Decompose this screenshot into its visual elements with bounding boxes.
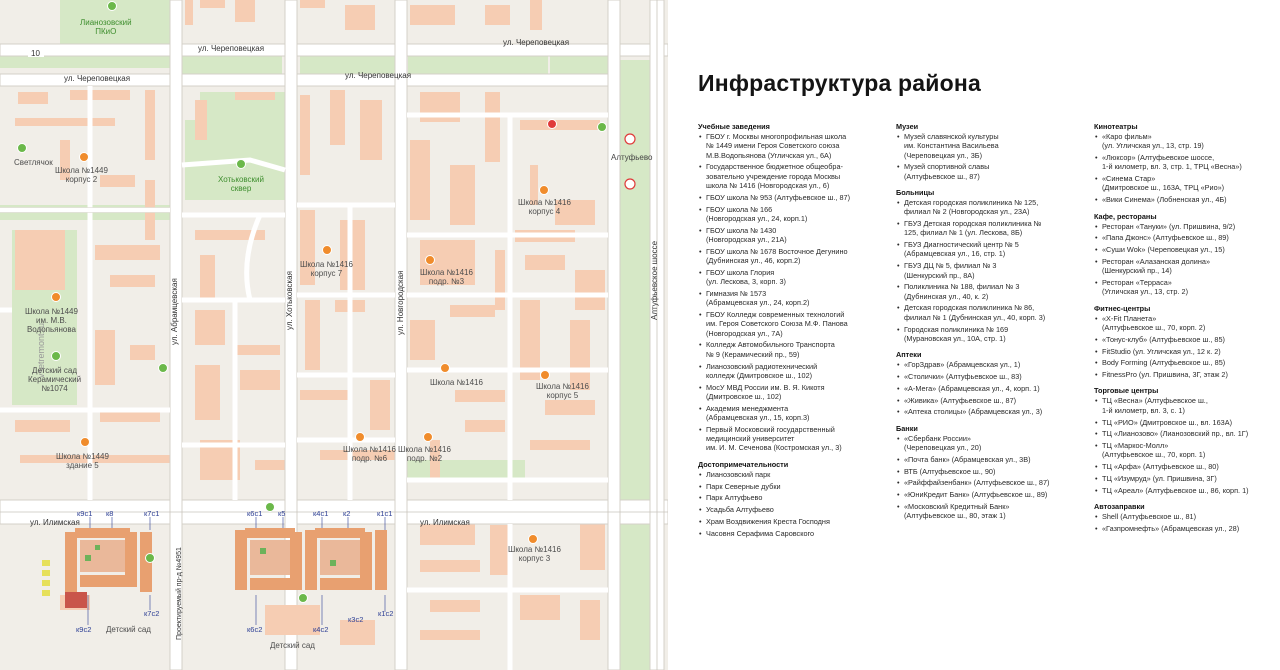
section-fitness — [1094, 304, 1279, 380]
section-title: Больницы — [896, 187, 935, 197]
list-item-line: • ТЦ «РИО» (Дмитровское ш., вл. 163А) — [1102, 417, 1233, 427]
place-label: Хотьковский сквер — [218, 175, 264, 193]
list-item-line: 1-й километр, вл. 3, стр. 1, ТРЦ «Весна») — [1102, 162, 1242, 172]
place-label: Детский сад — [270, 641, 315, 650]
street-label: ул. Илимская — [420, 518, 470, 527]
section-list — [896, 434, 1086, 521]
list-item-line: • ТЦ «Изумруд» (ул. Пришвина, 3Г) — [1102, 474, 1217, 484]
list-item-line: • FitnessPro (ул. Пришвина, 3Г, этаж 2) — [1102, 370, 1228, 380]
list-item — [896, 490, 1086, 499]
list-item — [896, 219, 1086, 238]
list-item — [896, 384, 1086, 393]
list-item-line: (Шенкурский пр., 8А) — [904, 270, 975, 280]
list-item-line: 125, филиал № 1 (ул. Лескова, 8Б) — [904, 228, 1023, 238]
place-label: Школа №1416 корпус 5 — [536, 382, 589, 400]
list-item-line: (Дубнинская ул., 46, корп.2) — [706, 256, 801, 266]
list-item — [698, 340, 888, 359]
list-item — [896, 132, 1086, 160]
section-title: Торговые центры — [1094, 386, 1159, 396]
section-pharmacies — [896, 350, 1086, 416]
section-list — [896, 360, 1086, 416]
list-item — [896, 407, 1086, 416]
infrastructure-panel — [668, 0, 1280, 670]
list-item-line: • «Почта банк» (Абрамцевская ул., 3В) — [904, 454, 1031, 464]
list-item-line: • ГБУЗ Диагностический центр № 5 — [904, 240, 1019, 250]
kindergarten-marker-icon[interactable] — [299, 594, 308, 603]
place-marker-icon[interactable] — [598, 123, 607, 132]
list-item-line: • Гимназия № 1573 — [706, 288, 767, 298]
place-marker-icon[interactable] — [159, 364, 168, 373]
watermark: vsetremont.ru — [36, 322, 46, 378]
list-item — [1094, 418, 1279, 427]
list-item-line: • ГБОУ школа № 1430 — [706, 225, 777, 235]
street-label: ул. Череповецкая — [503, 38, 570, 47]
list-item-line: • «Сбербанк России» — [904, 433, 971, 443]
list-item — [896, 434, 1086, 453]
list-item-line: • Часовня Серафима Саровского — [706, 528, 815, 538]
list-item — [896, 478, 1086, 487]
list-item — [698, 226, 888, 245]
park-marker-icon[interactable] — [237, 160, 246, 169]
section-banks — [896, 424, 1086, 521]
list-item — [1094, 257, 1279, 276]
list-item-line: • ТЦ «Маркос-Молл» — [1102, 441, 1169, 451]
list-item-line: (Череповецкая ул., 20) — [904, 442, 982, 452]
list-item-line: (Новгородская ул., 7А) — [706, 328, 783, 338]
street-label: Алтуфьевское шоссе — [650, 240, 659, 320]
list-item-line: • Body Forming (Алтуфьевское ш., 85) — [1102, 358, 1226, 368]
list-item-line: зовательно учреждение города Москвы — [706, 171, 841, 181]
list-item — [896, 372, 1086, 381]
list-item-line: М.В.Водопьянова (Угличская ул., 6А) — [706, 150, 832, 160]
school-marker-icon[interactable] — [541, 371, 550, 380]
place-label: Школа №1449 корпус 2 — [55, 166, 108, 184]
building-label: к4с1 — [313, 509, 329, 518]
list-item — [698, 205, 888, 224]
list-item — [1094, 195, 1279, 204]
building-label: к9с1 — [77, 509, 93, 518]
list-item — [896, 303, 1086, 322]
list-item-line: • ГБОУ школа № 166 — [706, 204, 773, 214]
list-item-line: • Храм Воздвижения Креста Господня — [706, 516, 830, 526]
school-marker-icon[interactable] — [424, 433, 433, 442]
list-item-line: • Лианозовский парк — [706, 469, 771, 479]
section-list — [1094, 314, 1279, 380]
list-item-line: • ТЦ «Лианозово» (Лианозовский пр., вл. 1Г) — [1102, 429, 1249, 439]
list-item-line: • ТЦ «Арфа» (Алтуфьевское ш., 80) — [1102, 462, 1219, 472]
list-item — [1094, 512, 1279, 521]
list-item-line: • «Тонус-клуб» (Алтуфьевское ш., 85) — [1102, 334, 1225, 344]
building-label: к2 — [343, 509, 351, 518]
list-item-line: • ГБОУ школа № 1678 Восточное Дегунино — [706, 246, 848, 256]
list-item — [1094, 474, 1279, 483]
list-item-line: • «ЮниКредит Банк» (Алтуфьевское ш., 89) — [904, 490, 1048, 500]
list-item — [896, 282, 1086, 301]
school-marker-icon[interactable] — [529, 535, 538, 544]
road-number-badge: 10 — [31, 49, 40, 58]
list-item-line: • «Суши Wok» (Череповецкая ул., 15) — [1102, 245, 1225, 255]
place-label: Детский сад Керамический №1074 — [28, 366, 82, 393]
school-marker-icon[interactable] — [441, 364, 450, 373]
list-item — [896, 325, 1086, 344]
list-item-line: • Ресторан «Терраса» — [1102, 278, 1172, 288]
list-item-line: № 9 (Керамический пр., 59) — [706, 349, 800, 359]
list-item — [1094, 233, 1279, 242]
list-item-line: (Алтуфьевское ш., 87) — [904, 171, 980, 181]
place-label: Школа №1416 корпус 7 — [300, 260, 353, 278]
list-item-line: • «X-Fit Планета» — [1102, 313, 1157, 323]
section-malls — [1094, 386, 1279, 495]
list-item — [896, 360, 1086, 369]
list-item-line: • «Столички» (Алтуфьевское ш., 83) — [904, 371, 1022, 381]
list-item-line: • «Люксор» (Алтуфьевское шоссе, — [1102, 153, 1215, 163]
list-item-line: • Государственное бюджетное общеобра- — [706, 162, 843, 172]
building-label: к4с2 — [313, 625, 329, 634]
list-item-line: • ТЦ «Весна» (Алтуфьевское ш., — [1102, 396, 1208, 406]
list-item — [896, 467, 1086, 476]
list-item — [1094, 222, 1279, 231]
list-item-line: • Городская поликлиника № 169 — [904, 324, 1009, 334]
list-item-line: • «Папа Джонс» (Алтуфьевское ш., 89) — [1102, 233, 1229, 243]
building-label: к6с2 — [247, 625, 263, 634]
section-title: Банки — [896, 423, 918, 433]
place-label: Светлячок — [14, 158, 53, 167]
school-marker-icon[interactable] — [426, 256, 435, 265]
list-item — [698, 310, 888, 338]
list-item — [1094, 441, 1279, 460]
list-item-line: • ГБУЗ ДЦ № 5, филиал № 3 — [904, 261, 997, 271]
section-museums — [896, 122, 1086, 181]
list-item — [1094, 153, 1279, 172]
list-item — [698, 470, 888, 479]
school-marker-icon[interactable] — [52, 293, 61, 302]
building-label: к7с2 — [144, 609, 160, 618]
list-item — [1094, 429, 1279, 438]
list-item-line: № 1449 имени Героя Советского союза — [706, 141, 840, 151]
place-label: Школа №1416 подр. №3 — [420, 268, 473, 286]
section-list — [698, 132, 888, 453]
section-list — [1094, 396, 1279, 495]
list-item-line: колледж (Дмитровское ш., 102) — [706, 370, 813, 380]
list-item — [896, 502, 1086, 521]
list-item-line: (Алтуфьевское ш., 70, корп. 1) — [1102, 450, 1206, 460]
list-item — [1094, 524, 1279, 533]
building-label: к6с1 — [247, 509, 263, 518]
list-item — [698, 193, 888, 202]
section-title: Кинотеатры — [1094, 122, 1138, 131]
metro-marker-icon[interactable] — [548, 120, 557, 129]
list-item-line: • Shell (Алтуфьевское ш., 81) — [1102, 512, 1197, 522]
street-label: ул. Череповецкая — [345, 71, 412, 80]
street-label: Проектируемый пр-д №4951 — [176, 547, 183, 640]
column-1 — [698, 122, 888, 540]
building-label: к5 — [278, 509, 286, 518]
list-item-line: • Академия менеджмента — [706, 403, 789, 413]
list-item-line: • «Аптека столицы» (Абрамцевская ул., 3) — [904, 407, 1043, 417]
list-item-line: (Мурановская ул., 10А, стр. 1) — [904, 333, 1006, 343]
building-label: к1с2 — [378, 609, 394, 618]
list-item-line: • Усадьба Алтуфьево — [706, 505, 774, 515]
list-item-line: • Поликлиника № 188, филиал № 3 — [904, 282, 1020, 292]
school-marker-icon[interactable] — [80, 153, 89, 162]
place-label: Школа №1416 подр. №6 — [343, 445, 396, 463]
list-item-line: школа № 1416 (Новгородская ул., 6) — [706, 180, 830, 190]
list-item — [1094, 396, 1279, 415]
list-item-line: им. И. М. Сеченова (Костромская ул., 3) — [706, 443, 842, 453]
list-item — [698, 362, 888, 381]
list-item-line: • Ресторан «Алазанская долина» — [1102, 256, 1211, 266]
section-title: Автозаправки — [1094, 502, 1145, 512]
building-label: к9с2 — [76, 625, 92, 634]
school-marker-icon[interactable] — [81, 438, 90, 447]
school-marker-icon[interactable] — [356, 433, 365, 442]
street-label: ул. Новгородская — [396, 270, 405, 335]
kindergarten-marker-icon[interactable] — [18, 144, 27, 153]
section-schools — [698, 122, 888, 453]
section-cafes — [1094, 212, 1279, 297]
list-item-line: • Музей славянской культуры — [904, 132, 999, 141]
list-item-line: • Первый Московский государственный — [706, 424, 835, 434]
kindergarten-marker-icon[interactable] — [52, 352, 61, 361]
list-item-line: 1-й километр, вл. 3, с. 1) — [1102, 405, 1185, 415]
section-sights — [698, 460, 888, 538]
section-list — [896, 198, 1086, 343]
list-item — [1094, 358, 1279, 367]
list-item-line: (Алтуфьевское ш., 80, этаж 1) — [904, 511, 1006, 521]
list-item-line: • Парк Алтуфьево — [706, 493, 763, 503]
list-item — [698, 289, 888, 308]
school-marker-icon[interactable] — [540, 186, 549, 195]
list-item-line: • Детская городская поликлиника № 125, — [904, 197, 1039, 207]
list-item-line: (Дубнинская ул., 40, к. 2) — [904, 291, 989, 301]
list-item — [1094, 462, 1279, 471]
section-list — [698, 470, 888, 538]
list-item — [896, 396, 1086, 405]
list-item-line: (Новгородская ул., 21А) — [706, 234, 787, 244]
column-3 — [1094, 122, 1279, 536]
list-item — [698, 482, 888, 491]
section-list — [1094, 222, 1279, 297]
list-item-line: • МосУ МВД России им. В. Я. Кикотя — [706, 382, 825, 392]
list-item — [698, 383, 888, 402]
list-item — [1094, 370, 1279, 379]
list-item-line: им. Героя Советского Союза М.Ф. Панова — [706, 319, 848, 329]
column-2 — [896, 122, 1086, 523]
list-item-line: (Абрамцевская ул., 15, корп.3) — [706, 413, 810, 423]
list-item-line: • ГБОУ школа Глория — [706, 267, 775, 277]
building-label: к3с2 — [348, 615, 364, 624]
list-item-line: • ВТБ (Алтуфьевское ш., 90) — [904, 466, 996, 476]
list-item — [1094, 486, 1279, 495]
section-gas — [1094, 502, 1279, 533]
list-item — [698, 517, 888, 526]
list-item-line: филиал № 1 (Дубнинская ул., 40, корп. 3) — [904, 312, 1046, 322]
street-label: ул. Абрамцевская — [170, 278, 179, 345]
list-item-line: (Угличская ул., 13, стр. 2) — [1102, 287, 1189, 297]
street-label: ул. Илимская — [30, 518, 80, 527]
street-label: ул. Череповецкая — [64, 74, 131, 83]
list-item — [896, 162, 1086, 181]
school-marker-icon[interactable] — [323, 246, 332, 255]
list-item-line: филиал № 2 (Новгородская ул., 23А) — [904, 207, 1030, 217]
list-item — [698, 162, 888, 190]
list-item-line: • «Московский Кредитный Банк» — [904, 501, 1010, 511]
list-item — [698, 493, 888, 502]
section-title: Фитнес-центры — [1094, 303, 1151, 313]
list-item-line: • Лианозовский радиотехнический — [706, 361, 818, 371]
list-item — [896, 198, 1086, 217]
section-hospitals — [896, 188, 1086, 343]
list-item-line: • «Каро фильм» — [1102, 132, 1152, 141]
list-item-line: • ГБОУ Колледж современных технологий — [706, 310, 845, 320]
section-list — [896, 132, 1086, 181]
list-item-line: • «Газпромнефть» (Абрамцевская ул., 28) — [1102, 523, 1240, 533]
section-title: Музеи — [896, 122, 919, 131]
building-label: к1с1 — [377, 509, 393, 518]
list-item-line: (Дмитровское ш., 102) — [706, 391, 782, 401]
list-item — [896, 455, 1086, 464]
page-title: Инфраструктура района — [698, 70, 981, 96]
list-item-line: • «Райффайзенбанк» (Алтуфьевское ш., 87) — [904, 478, 1050, 488]
list-item-line: (Алтуфьевское ш., 70, корп. 2) — [1102, 322, 1206, 332]
list-item-line: (Дмитровское ш., 163А, ТРЦ «Рио») — [1102, 183, 1225, 193]
list-item-line: (Череповецкая ул., 3Б) — [904, 150, 983, 160]
list-item — [1094, 347, 1279, 356]
list-item-line: • Детская городская поликлиника № 86, — [904, 303, 1035, 313]
list-item-line: • ТЦ «Ареал» (Алтуфьевское ш., 86, корп. 1) — [1102, 485, 1249, 495]
street-label: ул. Череповецкая — [198, 44, 265, 53]
list-item — [698, 529, 888, 538]
list-item — [698, 132, 888, 160]
list-item-line: • Колледж Автомобильного Транспорта — [706, 340, 835, 350]
kindergarten-marker-icon[interactable] — [146, 554, 155, 563]
list-item — [896, 240, 1086, 259]
list-item-line: (ул. Лескова, 3, корп. 3) — [706, 277, 786, 287]
list-item-line: • Музей спортивной славы — [904, 162, 990, 172]
section-title: Аптеки — [896, 350, 922, 360]
list-item — [1094, 314, 1279, 333]
list-item-line: • ГБОУ г. Москвы многопрофильная школа — [706, 132, 847, 141]
section-cinemas — [1094, 122, 1279, 205]
section-title: Достопримечательности — [698, 459, 789, 469]
list-item-line: им. Константина Васильева — [904, 141, 999, 151]
list-item-line: • Ресторан «Тануки» (ул. Пришвина, 9/2) — [1102, 221, 1236, 231]
place-label: Лианозовский ПКиО — [80, 18, 132, 36]
list-item-line: • «Вики Синема» (Лобненская ул., 4Б) — [1102, 195, 1227, 205]
list-item-line: • ГБОУ школа № 953 (Алтуфьевское ш., 87) — [706, 192, 851, 202]
list-item-line: • «А-Мега» (Абрамцевская ул., 4, корп. 1) — [904, 383, 1040, 393]
list-item — [698, 404, 888, 423]
section-title: Учебные заведения — [698, 122, 770, 131]
list-item-line: • Парк Северные дубки — [706, 481, 781, 491]
list-item — [1094, 132, 1279, 151]
list-item-line: (Новгородская ул., 24, корп.1) — [706, 213, 808, 223]
list-item — [698, 505, 888, 514]
list-item-line: медицинский университет — [706, 434, 795, 444]
park-marker-icon[interactable] — [108, 2, 117, 11]
list-item-line: (Абрамцевская ул., 16, стр. 1) — [904, 249, 1006, 259]
list-item-line: (Шенкурский пр., 14) — [1102, 266, 1172, 276]
list-item-line: • ГБУЗ Детская городская поликлиника № — [904, 219, 1042, 229]
section-list — [1094, 512, 1279, 533]
list-item — [1094, 174, 1279, 193]
place-label: Школа №1416 корпус 4 — [518, 198, 571, 216]
list-item — [1094, 245, 1279, 254]
list-item-line: (ул. Угличская ул., 13, стр. 19) — [1102, 141, 1204, 151]
place-label: Школа №1449 здание 5 — [56, 452, 109, 470]
building-label: к8 — [106, 509, 114, 518]
list-item — [1094, 335, 1279, 344]
metro-station-label: Алтуфьево — [611, 153, 653, 162]
place-label: Школа №1416 корпус 3 — [508, 545, 561, 563]
street-label: ул. Хотьковская — [285, 271, 294, 330]
list-item — [698, 247, 888, 266]
section-title: Кафе, рестораны — [1094, 211, 1157, 221]
list-item-line: • «Синема Стар» — [1102, 174, 1156, 184]
list-item — [698, 268, 888, 287]
list-item-line: • FitStudio (ул. Угличская ул., 12 к. 2) — [1102, 346, 1221, 356]
place-marker-icon[interactable] — [266, 503, 275, 512]
list-item-line: • «Живика» (Алтуфьевское ш., 87) — [904, 395, 1017, 405]
list-item — [1094, 278, 1279, 297]
list-item-line: • «ГорЗдрав» (Абрамцевская ул., 1) — [904, 360, 1021, 370]
building-label: к7с1 — [144, 509, 160, 518]
list-item-line: (Абрамцевская ул., 24, корп.2) — [706, 298, 810, 308]
list-item — [698, 425, 888, 453]
place-label: Школа №1449 им. М.В. Водопьянова — [25, 307, 78, 334]
place-label: Школа №1416 — [430, 378, 483, 387]
place-label: Детский сад — [106, 625, 151, 634]
list-item — [896, 261, 1086, 280]
section-list — [1094, 132, 1279, 205]
place-label: Школа №1416 подр. №2 — [398, 445, 451, 463]
